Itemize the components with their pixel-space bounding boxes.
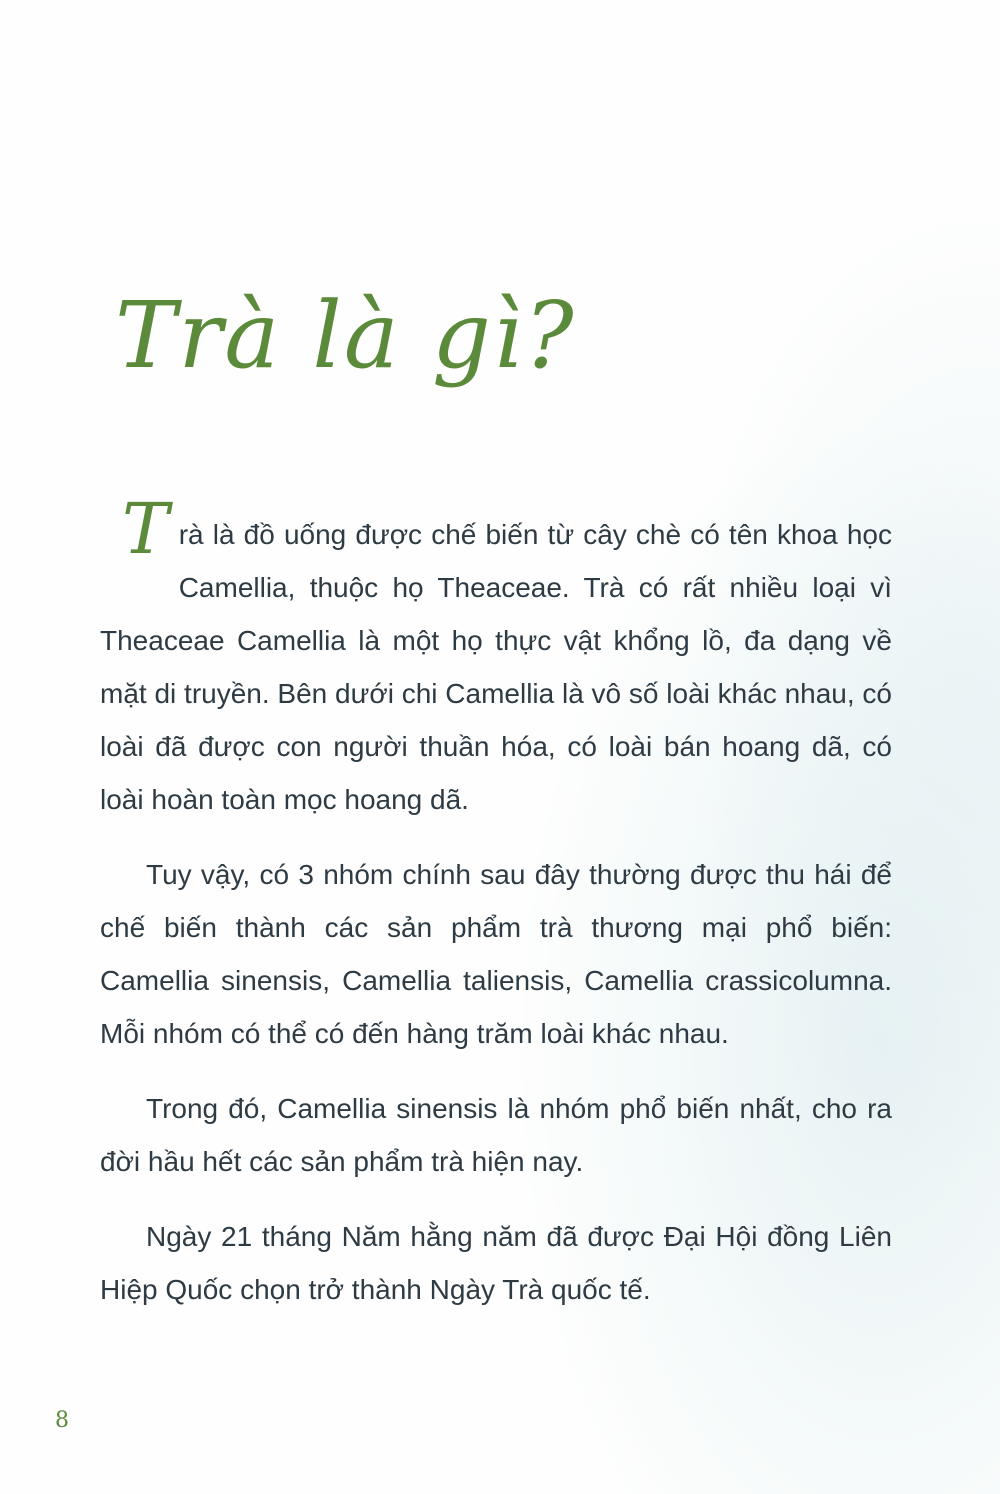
chapter-title: Trà là gì? xyxy=(115,282,576,389)
paragraph-1 xyxy=(100,488,892,826)
paragraph-4: Ngày 21 tháng Năm hằng năm đã được Đại Hội đồng Liên Hiệp Quốc chọn trở thành Ngày Trà quốc tế. xyxy=(100,1221,892,1305)
paragraph-3: Trong đó, Camellia sinensis là nhóm phổ biến nhất, cho ra đời hầu hết các sản phẩm trà hiện nay. xyxy=(100,1093,892,1177)
body-text xyxy=(100,488,892,1338)
drop-cap: T xyxy=(122,488,169,570)
paragraph-2: Tuy vậy, có 3 nhóm chính sau đây thường được thu hái để chế biến thành các sản phẩm trà thương mại phổ biến: Camellia sinensis, Camellia taliensis, Camellia crassicolumna. Mỗi nhóm có thể có đến hàng trăm loài khác nhau. xyxy=(100,859,892,1049)
page-number: 8 xyxy=(55,1408,69,1433)
paragraph-1-text: rà là đồ uống được chế biến từ cây chè có tên khoa học Camellia, thuộc họ Theaceae. Trà có rất nhiều loại vì Theaceae Camellia là một họ thực vật khổng lồ, đa dạng về mặt di truyền. Bên dưới chi Camellia là vô số loài khác nhau, có loài đã được con người thuần hóa, có loài bán hoang dã, có loài hoàn toàn mọc hoang dã. xyxy=(100,519,892,815)
